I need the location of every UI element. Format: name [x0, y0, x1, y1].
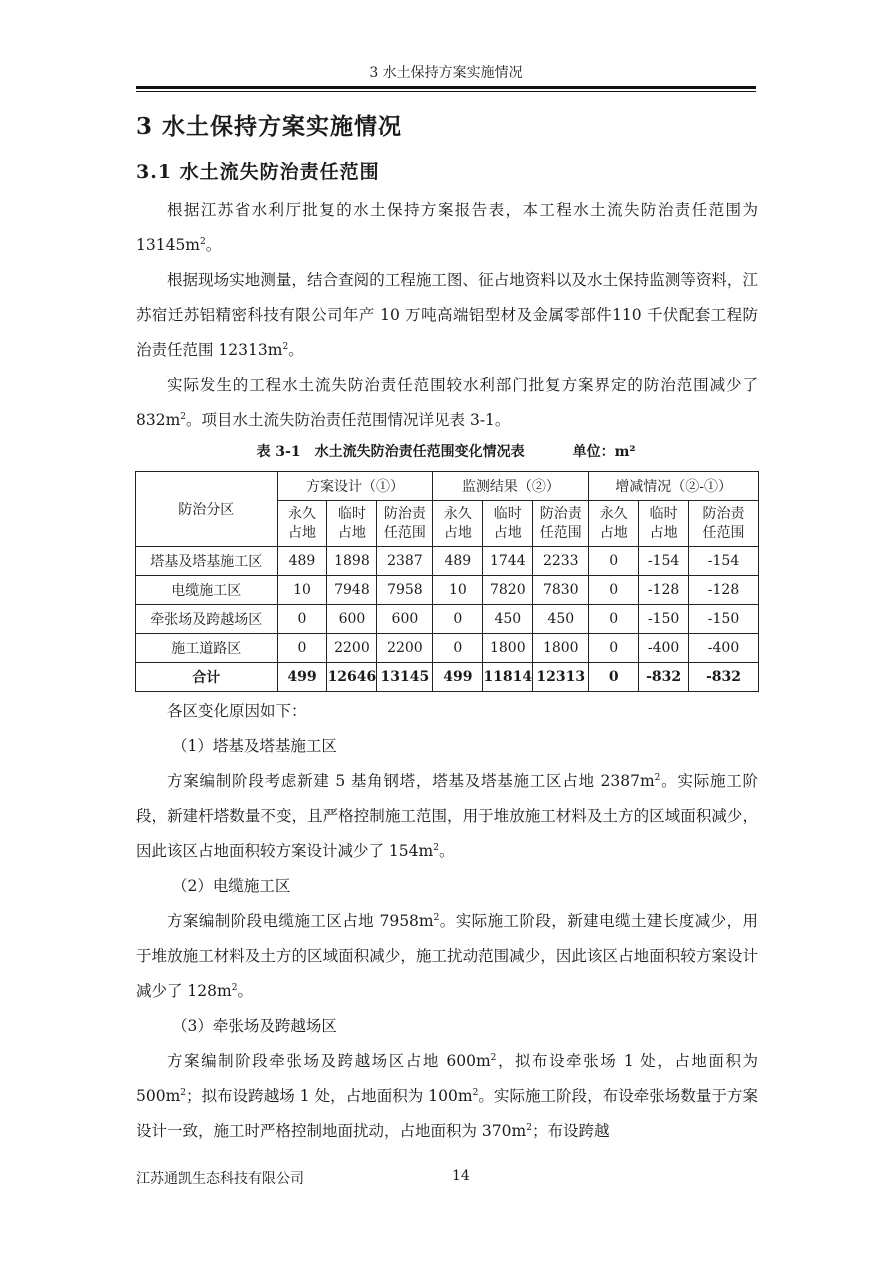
table-cell: -128	[689, 576, 759, 605]
table-cell: 600	[377, 605, 433, 634]
text-run: 方案编制阶段牵张场及跨越场区占地 600m	[167, 1052, 491, 1070]
text-run: 方案编制阶段电缆施工区占地 7958m	[167, 912, 434, 930]
table-cell: 7958	[377, 576, 433, 605]
subsection-tension-title: （3）牵张场及跨越场区	[172, 1017, 337, 1035]
table-cell: 499	[433, 663, 483, 692]
superscript: 2	[200, 236, 206, 247]
table-cell: -154	[689, 547, 759, 576]
subheader-cell: 永久 占地	[277, 501, 327, 547]
text-run: 。	[205, 236, 222, 254]
table-cell: 合计	[136, 663, 278, 692]
running-header: 3 水土保持方案实施情况	[369, 65, 523, 81]
text-run: 。实际施工阶段，布设牵张场数量于方案设计一致，施工时严格控制地面扰动，占地面积为 370m	[136, 1087, 758, 1140]
table-cell: -400	[689, 634, 759, 663]
table-cell: -128	[639, 576, 689, 605]
table-caption	[136, 441, 756, 461]
text-run: ；布设跨越	[531, 1122, 610, 1140]
table-cell: -400	[639, 634, 689, 663]
text-run: 。	[438, 842, 455, 860]
superscript: 2	[472, 1087, 479, 1098]
table-cell: 450	[483, 605, 533, 634]
text-run: 。实际施工阶段，新建杆塔数量不变，且严格控制施工范围，用于堆放施工材料及土方的区域面积减少，因此该区占地面积较方案设计减少了 154m	[136, 772, 758, 860]
text-run: 根据现场实地测量，结合查阅的工程施工图、征占地资料以及水土保持监测等资料，江苏宿迁苏铝精密科技有限公司年产 10 万吨高端铝型材及金属零部件110 千伏配套工程防治责任范围 12313m	[136, 271, 758, 359]
subheader-cell: 临时 占地	[327, 501, 377, 547]
paragraph-cable-reason	[136, 904, 758, 1009]
subsection-cable-title: （2）电缆施工区	[172, 877, 291, 895]
table-cell: -150	[689, 605, 759, 634]
table-cell: -832	[689, 663, 759, 692]
subheader-cell: 防治责 任范围	[533, 501, 589, 547]
superscript: 2	[490, 1052, 497, 1063]
superscript: 2	[180, 1087, 187, 1098]
table-cell: 1744	[483, 547, 533, 576]
paragraph-tension-reason	[136, 1044, 758, 1149]
paragraph-scope-change	[136, 368, 758, 438]
table-cell: 2200	[377, 634, 433, 663]
table-cell: 塔基及塔基施工区	[136, 547, 278, 576]
footer-company: 江苏通凯生态科技有限公司	[136, 1171, 304, 1187]
superscript: 2	[180, 411, 187, 422]
paragraph-tower-reason	[136, 764, 758, 869]
table-cell: 12313	[533, 663, 589, 692]
superscript: 2	[433, 842, 439, 853]
text-run: 。实际施工阶段，新建电缆土建长度减少，用于堆放施工材料及土方的区域面积减少，施工扰动范围减少，因此该区占地面积较方案设计减少了 128m	[136, 912, 758, 1000]
table-cell: 7820	[483, 576, 533, 605]
table-cell: 0	[433, 605, 483, 634]
group-header-change: 增减情况（②-①）	[589, 472, 759, 501]
table-total-row	[136, 663, 759, 692]
text-run: 实际发生的工程水土流失防治责任范围较水利部门批复方案界定的防治范围减少了 832m	[136, 376, 758, 429]
text-run: 根据江苏省水利厅批复的水土保持方案报告表，本工程水土流失防治责任范围为 13145m	[136, 201, 758, 254]
table-header-row	[136, 472, 759, 501]
table-row	[136, 547, 759, 576]
table-cell: -154	[639, 547, 689, 576]
subheader-cell: 永久 占地	[433, 501, 483, 547]
table-cell: 施工道路区	[136, 634, 278, 663]
table-unit: 单位：m²	[572, 444, 636, 460]
table-row	[136, 634, 759, 663]
subheader-cell: 临时 占地	[639, 501, 689, 547]
superscript: 2	[526, 1122, 532, 1133]
page-number: 14	[452, 1168, 470, 1184]
table-cell: 11814	[483, 663, 533, 692]
zone-column-header: 防治分区	[136, 472, 278, 547]
header-rule-thin	[136, 91, 756, 92]
reasons-intro: 各区变化原因如下：	[167, 702, 307, 720]
table-cell: 489	[277, 547, 327, 576]
table-cell: 2200	[327, 634, 377, 663]
table-cell: 0	[589, 663, 639, 692]
table-cell: 1800	[483, 634, 533, 663]
table-cell: 0	[589, 605, 639, 634]
paragraph-scope-approved	[136, 193, 758, 263]
table-cell: 499	[277, 663, 327, 692]
superscript: 2	[231, 982, 238, 993]
paragraph-scope-measured	[136, 263, 758, 368]
superscript: 2	[433, 912, 440, 923]
group-header-monitor: 监测结果（②）	[433, 472, 589, 501]
table-cell: 0	[277, 634, 327, 663]
table-cell: 0	[589, 547, 639, 576]
header-rule-thick	[136, 86, 756, 89]
table-cell: -832	[639, 663, 689, 692]
superscript: 2	[282, 341, 289, 352]
table-cell: 10	[433, 576, 483, 605]
table-cell: 13145	[377, 663, 433, 692]
table-cell: 0	[589, 634, 639, 663]
group-header-plan: 方案设计（①）	[277, 472, 433, 501]
table-cell: 牵张场及跨越场区	[136, 605, 278, 634]
table-cell: 7830	[533, 576, 589, 605]
text-run: 。项目水土流失防治责任范围情况详见表 3-1。	[186, 411, 511, 429]
table-row	[136, 605, 759, 634]
table-cell: 600	[327, 605, 377, 634]
table-cell: 0	[433, 634, 483, 663]
subheader-cell: 永久 占地	[589, 501, 639, 547]
section-heading: 3.1 水土流失防治责任范围	[136, 161, 380, 183]
table-cell: 12646	[327, 663, 377, 692]
table-cell: 0	[277, 605, 327, 634]
text-run: 。	[237, 982, 253, 1000]
table-cell: 1898	[327, 547, 377, 576]
table-cell: 450	[533, 605, 589, 634]
superscript: 2	[654, 772, 661, 783]
text-run: ；拟布设跨越场 1 处，占地面积为 100m	[186, 1087, 473, 1105]
table-cell: 1800	[533, 634, 589, 663]
table-cell: 2387	[377, 547, 433, 576]
table-cell: 电缆施工区	[136, 576, 278, 605]
table-row	[136, 576, 759, 605]
text-run: 。	[288, 341, 304, 359]
table-cell: -150	[639, 605, 689, 634]
subsection-tower-title: （1）塔基及塔基施工区	[172, 737, 337, 755]
table-cell: 2233	[533, 547, 589, 576]
subheader-cell: 防治责 任范围	[689, 501, 759, 547]
subheader-cell: 防治责 任范围	[377, 501, 433, 547]
text-run: ，拟布设牵张场 1 处，占地面积为 500m	[136, 1052, 758, 1105]
table-cell: 7948	[327, 576, 377, 605]
table-cell: 0	[589, 576, 639, 605]
scope-change-table	[135, 471, 759, 692]
text-run: 方案编制阶段考虑新建 5 基角钢塔，塔基及塔基施工区占地 2387m	[167, 772, 655, 790]
table-title: 表 3-1 水土流失防治责任范围变化情况表	[256, 444, 525, 460]
chapter-heading: 3 水土保持方案实施情况	[136, 113, 403, 140]
subheader-cell: 临时 占地	[483, 501, 533, 547]
table-cell: 10	[277, 576, 327, 605]
table-cell: 489	[433, 547, 483, 576]
